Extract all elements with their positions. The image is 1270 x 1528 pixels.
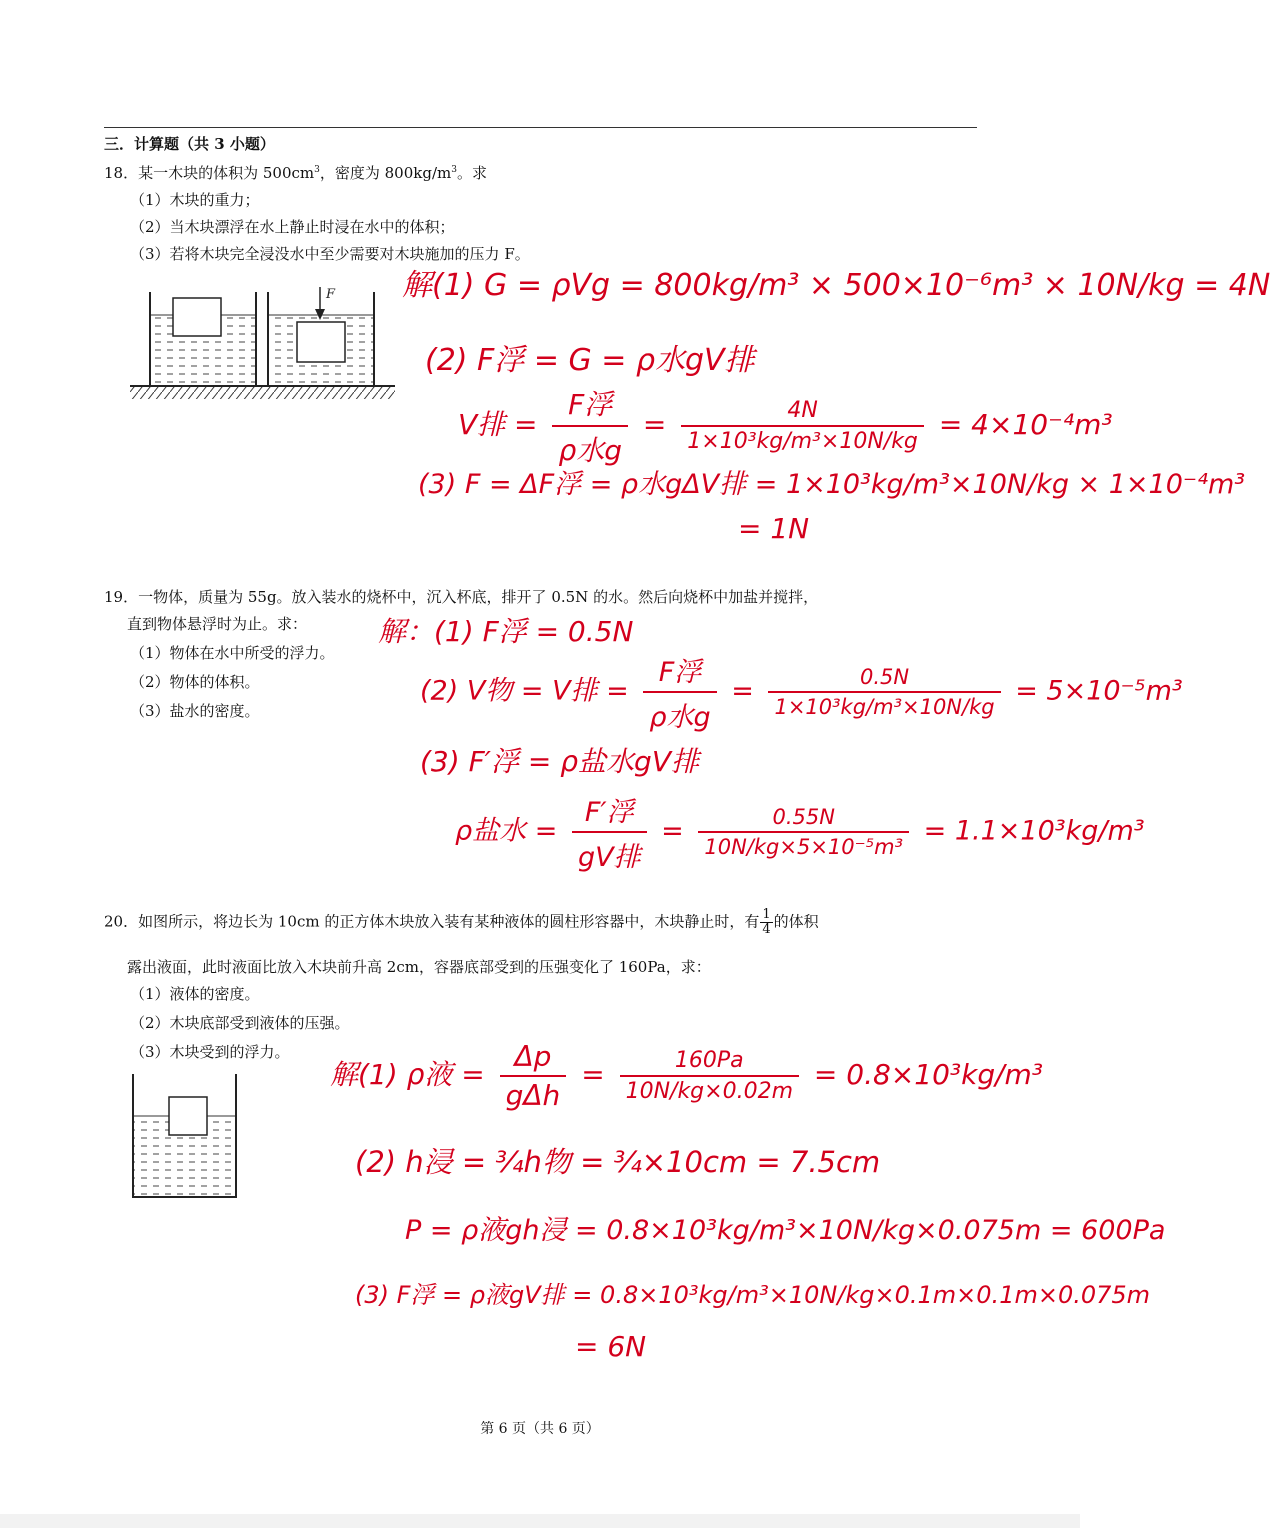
q20-stem-1: 20．如图所示，将边长为 10cm 的正方体木块放入装有某种液体的圆柱形容器中，木块静止时，有 $\frac{1}{4}$ 的体积 [104,907,819,937]
q20-part-3: （3）木块受到的浮力。 [130,1043,290,1061]
header-rule [104,127,977,128]
q19-stem-1: 19．一物体，质量为 55g。放入装水的烧杯中，沉入杯底，排开了 0.5N 的水。然后向烧杯中加盐并搅拌， [104,588,819,606]
q20-answer-line-5: = 6N [575,1330,647,1363]
q19-answer-line-1: 解：(1) F浮 = 0.5N [378,615,634,648]
q19-stem-2: 直到物体悬浮时为止。求： [127,615,308,633]
q19-part-2: （2）物体的体积。 [130,673,260,691]
q20-answer-line-4: (3) F浮 = ρ液gV排 = 0.8×10³kg/m³×10N/kg×0.1m×0.1m×0.075m [355,1281,1151,1309]
q20-diagram [128,1070,243,1200]
q18-answer-line-3: V排 = $\frac{\text{F浮}}{\text{ρ水g}}$ = $\frac{4N}{\text{1×10³kg/m³×10N/kg}}$ = 4×10⁻⁴m³ [458,383,1113,469]
q18-stem: 18．某一木块的体积为 $500cm^3$，密度为 $800kg/m^3$。求 [104,164,487,182]
q19-answer-line-2: (2) V物 = V排 = $\frac{\text{F浮}}{\text{ρ水g}}$ = $\frac{0.5N}{\text{1×10³kg/m³×10N/kg}}$ = 5×10⁻⁵m³ [420,650,1183,734]
q18-part-3: （3）若将木块完全浸没水中至少需要对木块施加的压力 F。 [130,245,530,263]
force-label: F [326,287,336,302]
page-footer: 第 6 页（共 6 页） [480,1421,600,1437]
q19-answer-line-4: ρ盐水 = $\frac{\text{F′浮}}{\text{gV排}}$ = $\frac{0.55N}{\text{10N/kg×5×10⁻⁵m³}}$ = 1.1×10³kg/m³ [455,790,1145,874]
q18-part-1: （1）木块的重力； [130,191,260,209]
q18-answer-line-5: = 1N [738,512,810,545]
q20-answer-line-1: 解(1) ρ液 = $\frac{\Delta p}{\text{gΔh}}$ = $\frac{160Pa}{10N/kg\times 0.02m}$ = 0.8×10³kg/m³ [330,1040,1044,1112]
q18-answer-line-1: 解(1) G = ρVg = 800kg/m³ × 500×10⁻⁶m³ × 10N/kg = 4N [402,268,1270,303]
q19-part-3: （3）盐水的密度。 [130,702,260,720]
q18-diagram [130,282,395,404]
q20-part-2: （2）木块底部受到液体的压强。 [130,1014,350,1032]
section-title: 三．计算题（共 3 小题） [104,135,275,153]
q19-part-1: （1）物体在水中所受的浮力。 [130,644,335,662]
q19-answer-line-3: (3) F′浮 = ρ盐水gV排 [420,745,699,778]
q18-part-2: （2）当木块漂浮在水上静止时浸在水中的体积； [130,218,455,236]
q18-answer-line-2: (2) F浮 = G = ρ水gV排 [425,343,755,378]
q20-part-1: （1）液体的密度。 [130,985,260,1003]
q20-stem-2: 露出液面，此时液面比放入木块前升高 2cm，容器底部受到的压强变化了 160Pa，求： [127,958,711,976]
bottom-edge [0,1514,1080,1528]
q18-answer-line-4: (3) F = ΔF浮 = ρ水gΔV排 = 1×10³kg/m³×10N/kg × 1×10⁻⁴m³ [418,469,1246,500]
q20-answer-line-3: P = ρ液gh浸 = 0.8×10³kg/m³×10N/kg×0.075m = 600Pa [405,1215,1166,1246]
q20-answer-line-2: (2) h浸 = ¾h物 = ¾×10cm = 7.5cm [355,1145,881,1179]
